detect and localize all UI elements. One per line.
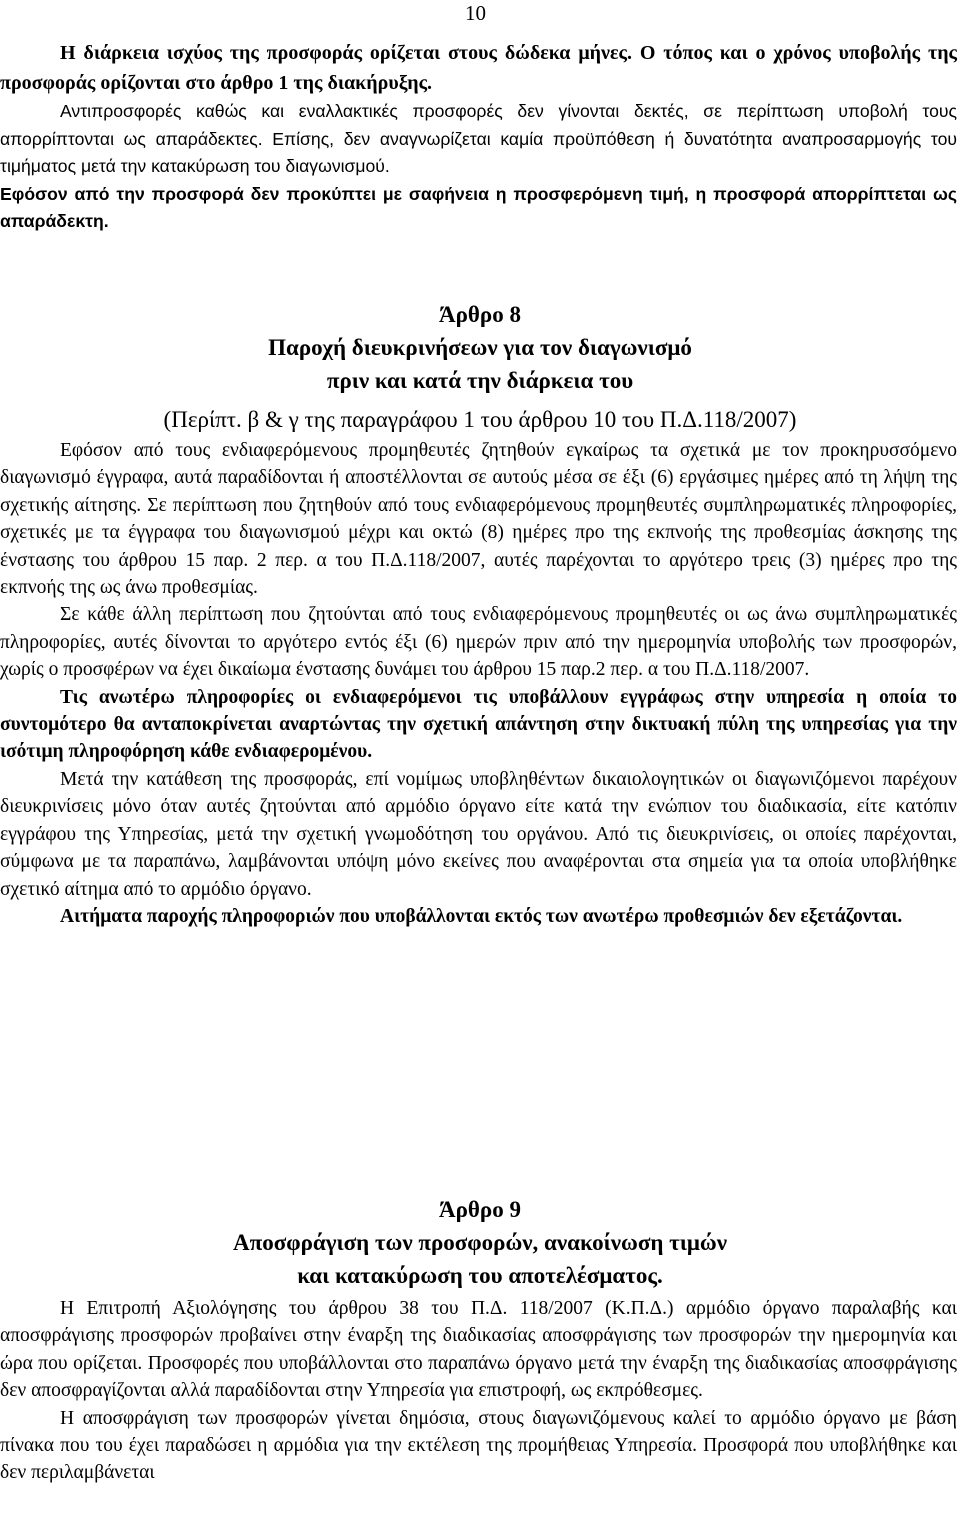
article-9-subtitle-2: και κατακύρωση του αποτελέσματος.: [297, 1263, 663, 1288]
intro-bold-paragraph-1: Η διάρκεια ισχύος της προσφοράς ορίζεται στους δώδεκα μήνες. Ο τόπος και ο χρόνος υποβολής της προσφοράς ορίζονται στο άρθρο 1 της διακήρυξης.: [0, 42, 957, 94]
article-8-subtitle-2: πριν και κατά την διάρκεια του: [326, 368, 634, 393]
article-8-paragraph-4: Μετά την κατάθεση της προσφοράς, επί νομίμως υποβληθέντων δικαιολογητικών οι διαγωνιζόμενοι παρέχουν διευκρινίσεις μόνο όταν αυτές ζητούνται από αρμόδιο όργανο είτε κατά την ενώπιον του διαδικασία, είτε κατόπιν εγγράφου της Υπηρεσίας, μετά την σχετική γνωμοδότηση του οργάνου. Από τις διευκρινίσεις, οι οποίες παρέχονται, σύμφωνα με τα παραπάνω, λαμβάνονται υπόψη μόνο εκείνες που αναφέρονται στα σημεία για τα οποία υποβλήθηκε σχετικό αίτημα από το αρμόδιο όργανο.: [0, 768, 957, 900]
intro-paragraph-2: Αντιπροσφορές καθώς και εναλλακτικές προσφορές δεν γίνονται δεκτές, σε περίπτωση υποβολή τους απορρίπτονται ως απαράδεκτες. Επίσης, δεν αναγνωρίζεται καμία προϋπόθεση ή δυνατότητα αναπροσαρμογής του τιμήματος μετά την κατακύρωση του διαγωνισμού.: [0, 101, 957, 176]
article-8-heading: [0, 298, 960, 397]
article-9-paragraph-2: Η αποσφράγιση των προσφορών γίνεται δημόσια, στους διαγωνιζόμενους καλεί το αρμόδιο όργανο με βάση πίνακα που του έχει παραδώσει η αρμόδια για την εκτέλεση της προμήθειας Υπηρεσία. Προσφορά που υποβλήθηκε και δεν περιλαμβάνεται: [0, 1407, 957, 1484]
article-8-reference: (Περίπτ. β & γ της παραγράφου 1 του άρθρου 10 του Π.Δ.118/2007): [163, 407, 797, 432]
page-number: 10: [465, 1, 486, 25]
article-8-bold-paragraph-3: Τις ανωτέρω πληροφορίες οι ενδιαφερόμενοι τις υποβάλλουν εγγράφως στην υπηρεσία η οποία το συντομότερο θα ανταποκρίνεται αναρτώντας την σχετική απάντηση στην δικτυακή πύλη της υπηρεσίας για την ισότιμη πληροφόρηση κάθε ενδιαφερομένου.: [0, 686, 957, 763]
intro-bold-paragraph-3: Εφόσον από την προσφορά δεν προκύπτει με σαφήνεια η προσφερόμενη τιμή, η προσφορά απορρίπτεται ως απαράδεκτη.: [0, 183, 957, 231]
article-8-bold-paragraph-5: Αιτήματα παροχής πληροφοριών που υποβάλλονται εκτός των ανωτέρω προθεσμιών δεν εξετάζονται.: [60, 905, 903, 927]
article-9-subtitle-1: Αποσφράγιση των προσφορών, ανακοίνωση τιμών: [233, 1230, 727, 1255]
article-9-heading: [0, 1193, 960, 1292]
intro-section: [0, 38, 957, 236]
article-8-paragraph-2: Σε κάθε άλλη περίπτωση που ζητούνται από τους ενδιαφερόμενους προμηθευτές οι ως άνω συμπληρωματικές πληροφορίες, αυτές δίνονται το αργότερο εντός έξι (6) ημερών πριν από την ημερομηνία υποβολής των προσφορών, χωρίς ο προσφέρων να έχει δικαίωμα ένστασης δυνάμει του άρθρου 15 παρ.2 περ. α του Π.Δ.118/2007.: [0, 604, 957, 681]
article-9-body: [0, 1295, 957, 1487]
article-9-paragraph-1: Η Επιτροπή Αξιολόγησης του άρθρου 38 του Π.Δ. 118/2007 (Κ.Π.Δ.) αρμόδιο όργανο παραλαβής και αποσφράγισης προσφορών προβαίνει στην έναρξη της διαδικασίας αποσφράγισης των προσφορών την ημερομηνία και ώρα που ορίζεται. Προσφορές που υποβάλλονται στο παραπάνω όργανο μετά την έναρξη της διαδικασίας αποσφράγισης δεν αποσφραγίζονται αλλά παραδίδονται στην Υπηρεσία για επιστροφή, ως εκπρόθεσμες.: [0, 1298, 957, 1402]
article-9-title: Άρθρο 9: [439, 1197, 521, 1222]
article-8-body: [0, 437, 957, 930]
article-8-title: Άρθρο 8: [439, 302, 521, 327]
article-8-subtitle-1: Παροχή διευκρινήσεων για τον διαγωνισμό: [268, 335, 692, 360]
article-8-paragraph-1: Εφόσον από τους ενδιαφερόμενους προμηθευτές ζητηθούν εγκαίρως τα σχετικά με τον προκηρυσσόμενο διαγωνισμό έγγραφα, αυτά παραδίδονται ή αποστέλλονται σε αυτούς μέσα σε έξι (6) εργάσιμες ημέρες από τη λήψη της σχετικής αίτησης. Σε περίπτωση που ζητηθούν από τους ενδιαφερόμενους προμηθευτές συμπληρωματικές πληροφορίες, σχετικές με τα έγγραφα του διαγωνισμού μέχρι και οκτώ (8) ημέρες προ της εκπνοής της προθεσμίας άσκησης της ένστασης του άρθρου 15 παρ. 2 περ. α του Π.Δ.118/2007, αυτές παρέχονται το αργότερο τρεις (3) ημέρες προ της εκπνοής της ως άνω προθεσμίας.: [0, 440, 957, 599]
